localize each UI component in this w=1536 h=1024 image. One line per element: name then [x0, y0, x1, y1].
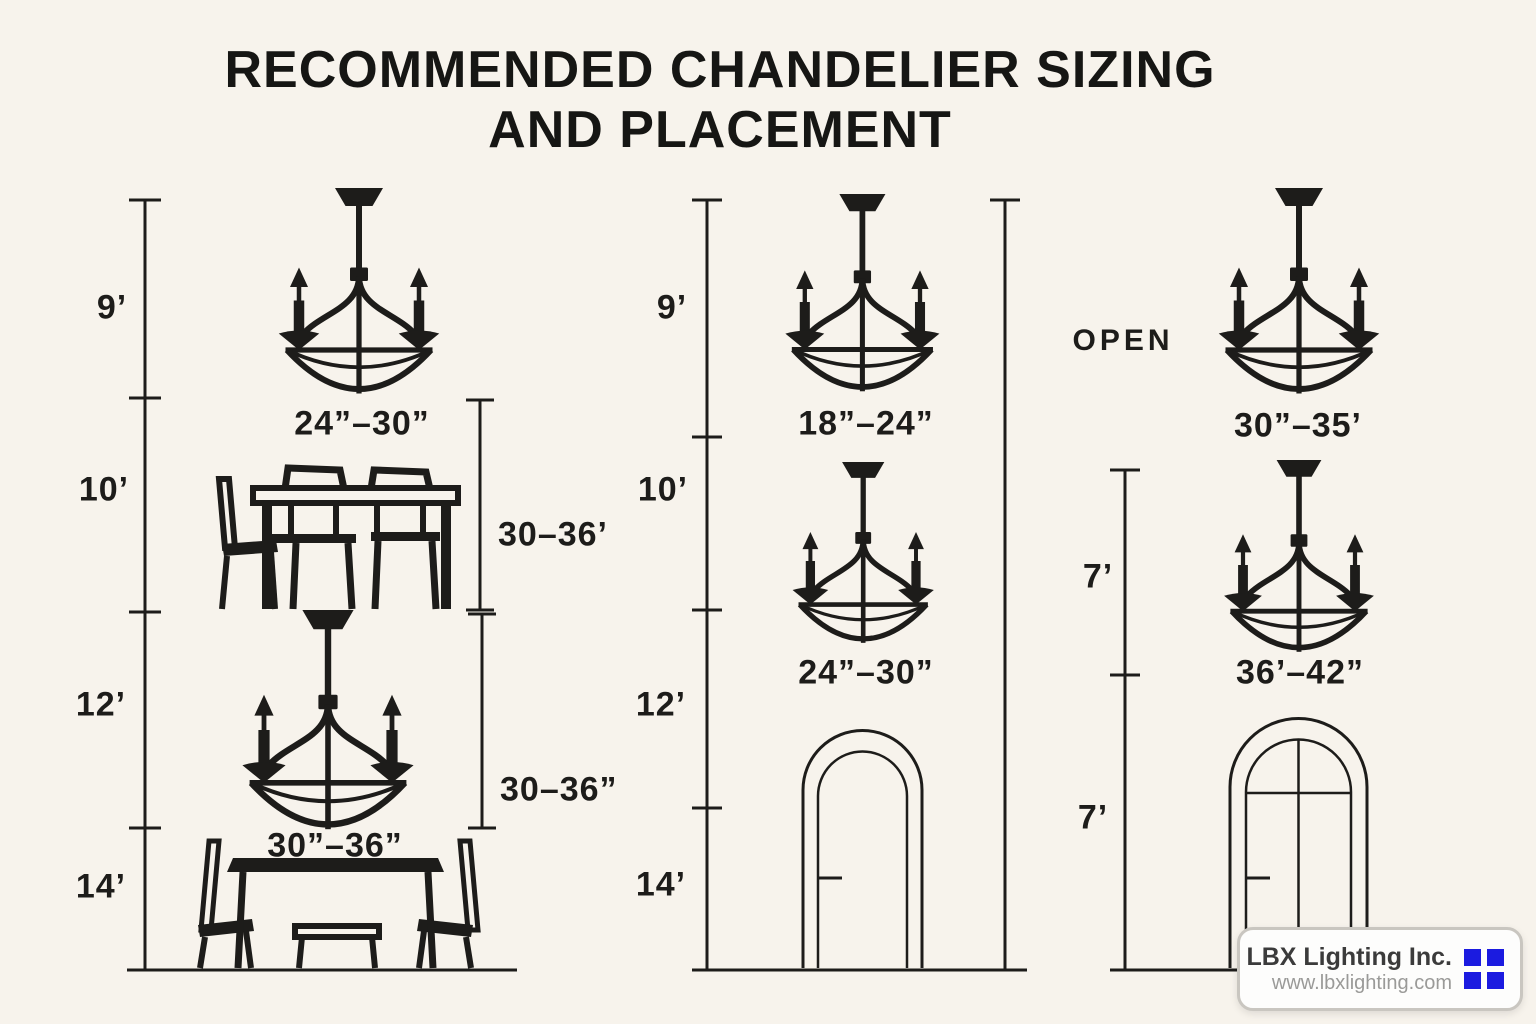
ceiling-height-label: 10’ — [637, 470, 689, 509]
hang-height-label: 30–36’ — [498, 515, 608, 554]
fixture-width-label: 30”–36” — [267, 826, 403, 865]
logo-square-icon — [1487, 949, 1504, 966]
chandelier-icon-left-bottom — [242, 610, 413, 829]
fixture-width-label: 30”–35’ — [1234, 406, 1362, 445]
arched-door-icon — [803, 731, 922, 969]
ceiling-height-label: 9’ — [96, 288, 128, 327]
logo-square-icon — [1464, 949, 1481, 966]
fixture-width-label: 24”–30” — [798, 653, 934, 692]
open-zone-label: OPEN — [1072, 324, 1174, 357]
ceiling-height-label: 14’ — [75, 867, 127, 906]
chandelier-icon-middle-bottom — [793, 462, 934, 643]
chandelier-icon-middle-top — [785, 194, 939, 391]
height-label: 7’ — [1082, 557, 1114, 596]
chandelier-icon-right-bottom — [1224, 460, 1374, 652]
chandelier-icon-left-top — [279, 188, 440, 394]
ceiling-height-label: 10’ — [78, 470, 130, 509]
fixture-width-label: 36’–42” — [1236, 653, 1364, 692]
fixture-width-label: 24”–30” — [294, 404, 430, 443]
logo-card — [1237, 927, 1523, 1011]
middle-right-wall-line — [990, 200, 1020, 970]
fixture-width-label: 18”–24” — [798, 404, 934, 443]
logo-square-icon — [1464, 972, 1481, 989]
left-hang-measure-line-1 — [466, 400, 494, 610]
dining-table-icon-top — [219, 468, 458, 609]
logo-company: LBX Lighting Inc. — [1246, 943, 1452, 972]
ceiling-height-label: 14’ — [635, 865, 687, 904]
page-title — [120, 40, 1320, 160]
ceiling-height-label: 12’ — [75, 685, 127, 724]
title-line-1: RECOMMENDED CHANDELIER SIZING — [224, 41, 1216, 99]
chandelier-icon-right-top — [1219, 188, 1380, 394]
ceiling-height-label: 9’ — [656, 288, 688, 327]
middle-ceiling-ruler — [692, 200, 1027, 970]
height-label: 7’ — [1077, 798, 1109, 837]
logo-website: www.lbxlighting.com — [1271, 971, 1452, 994]
left-hang-measure-line-2 — [468, 614, 496, 828]
logo-square-icon — [1487, 972, 1504, 989]
title-line-2: AND PLACEMENT — [488, 101, 952, 159]
hang-height-label: 30–36” — [500, 770, 618, 809]
ceiling-height-label: 12’ — [635, 685, 687, 724]
logo-mark-icon — [1464, 949, 1504, 989]
